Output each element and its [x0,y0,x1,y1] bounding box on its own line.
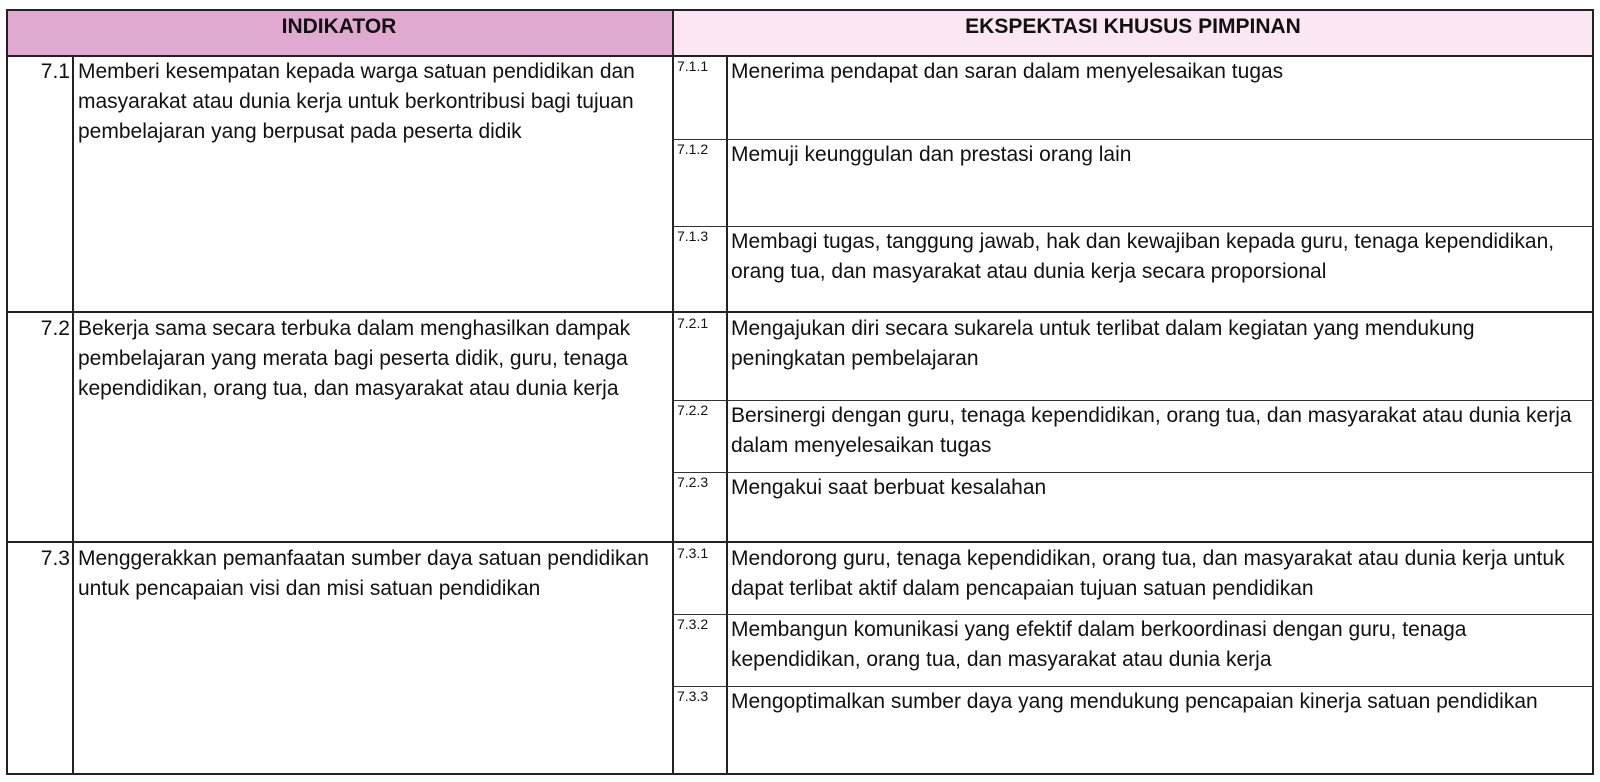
expectation-number: 7.1.3 [677,228,709,244]
expectation-number: 7.2.3 [677,474,709,490]
column-divider-subnumber [726,56,728,775]
row-divider [6,541,1594,543]
indicator-table [6,9,1594,775]
expectation-text: Mengoptimalkan sumber daya yang mendukung pencapaian kinerja satuan pendidikan [731,690,1538,713]
expectation-text: Menerima pendapat dan saran dalam menyelesaikan tugas [731,60,1284,83]
expectation-number: 7.1.1 [677,58,709,74]
sub-row-divider [672,614,1594,615]
expectation-number: 7.3.2 [677,616,709,632]
indicator-number: 7.2 [40,317,70,340]
expectation-number: 7.3.1 [677,545,709,561]
expectation-text: Membagi tugas, tanggung jawab, hak dan kewajiban kepada guru, tenaga kependidikan, orang tua, dan masyarakat atau dunia kerja secara proporsional [731,230,1555,283]
expectation-text: Mengajukan diri secara sukarela untuk terlibat dalam kegiatan yang mendukung peningkatan pembelajaran [731,317,1475,370]
indicator-text: Bekerja sama secara terbuka dalam menghasilkan dampak pembelajaran yang merata bagi peserta didik, guru, tenaga kependidikan, orang tua, dan masyarakat atau dunia kerja [78,317,631,400]
indicator-number: 7.1 [40,60,70,83]
sub-row-divider [672,226,1594,227]
table-border-left [6,9,8,775]
indicator-text: Memberi kesempatan kepada warga satuan pendidikan dan masyarakat atau dunia kerja untuk berkontribusi bagi tujuan pembelajaran yang berpusat pada peserta didik [78,60,635,143]
row-divider [6,311,1594,313]
expectation-number: 7.1.2 [677,141,709,157]
expectation-text: Bersinergi dengan guru, tenaga kependidikan, orang tua, dan masyarakat atau dunia kerja dalam menyelesaikan tugas [731,404,1572,457]
column-divider-main [672,9,674,775]
sub-row-divider [672,472,1594,473]
table-border-bottom [6,773,1594,775]
sub-row-divider [672,686,1594,687]
expectation-text: Mendorong guru, tenaga kependidikan, orang tua, dan masyarakat atau dunia kerja untuk dapat terlibat aktif dalam pencapaian tujuan satuan pendidikan [731,547,1565,600]
expectation-number: 7.2.1 [677,315,709,331]
expectation-number: 7.2.2 [677,402,709,418]
indicator-number: 7.3 [40,547,70,570]
table-border-right [1592,9,1594,775]
expectation-text: Membangun komunikasi yang efektif dalam berkoordinasi dengan guru, tenaga kependidikan, orang tua, dan masyarakat atau dunia kerja [731,618,1467,671]
header-ekspektasi: EKSPEKTASI KHUSUS PIMPINAN [672,9,1594,56]
indicator-text: Menggerakkan pemanfaatan sumber daya satuan pendidikan untuk pencapaian visi dan misi satuan pendidikan [78,547,649,600]
expectation-text: Memuji keunggulan dan prestasi orang lain [731,143,1132,166]
expectation-text: Mengakui saat berbuat kesalahan [731,476,1047,499]
header-indikator: INDIKATOR [6,9,672,56]
table-border-top [6,9,1594,11]
sub-row-divider [672,400,1594,401]
header-divider [6,55,1594,57]
column-divider-number [72,56,74,775]
sub-row-divider [672,139,1594,140]
expectation-number: 7.3.3 [677,688,709,704]
